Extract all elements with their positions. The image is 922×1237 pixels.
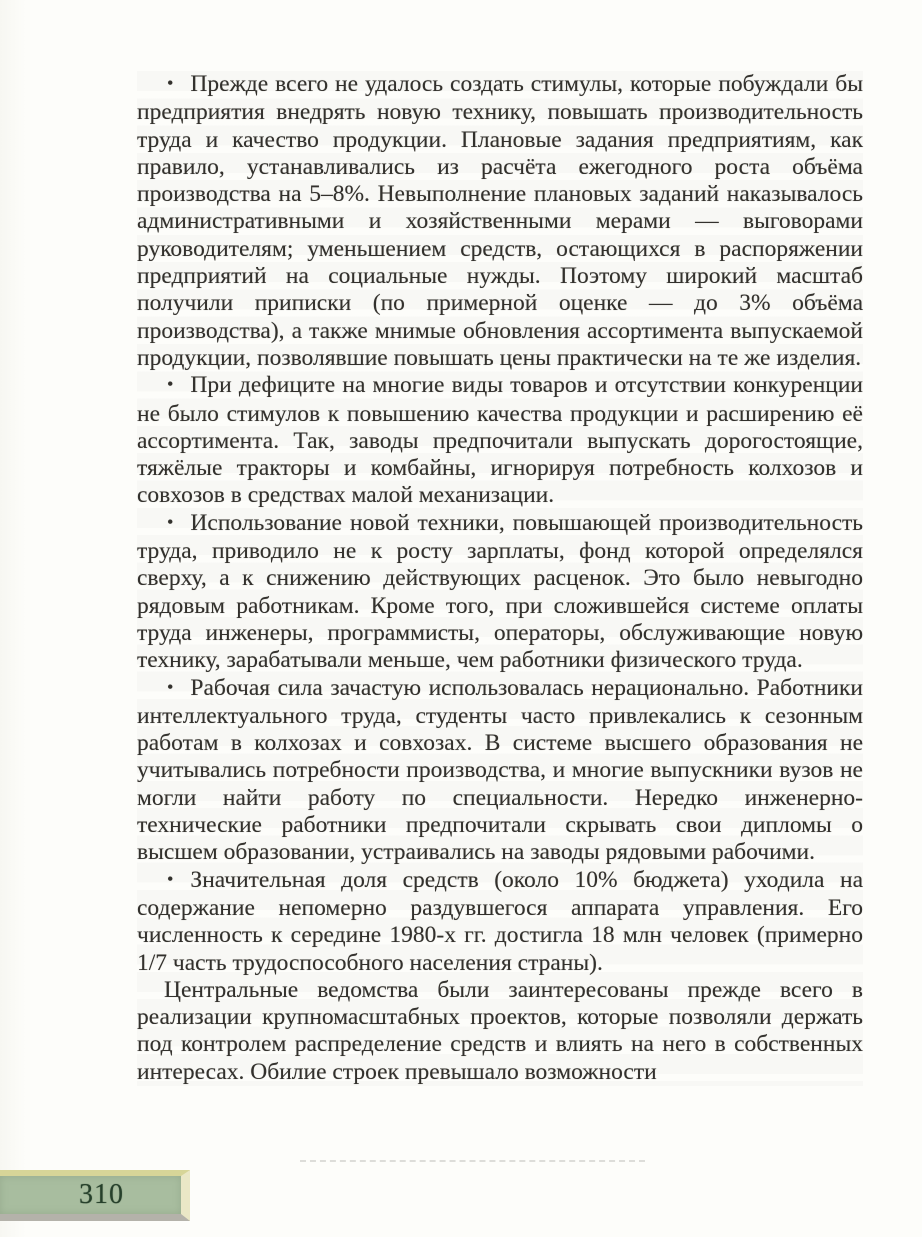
bullet-marker: • (167, 511, 174, 532)
scan-artifact (300, 1160, 645, 1162)
body-paragraph (137, 867, 863, 977)
body-paragraph (137, 71, 863, 372)
bullet-marker: • (167, 868, 174, 889)
body-paragraph (137, 977, 863, 1086)
body-paragraph (137, 372, 863, 509)
paragraph-text: Центральные ведомства были заинтересованы прежде всего в реализации крупномасштабных проектов, которые позволяли держать под контролем распределение средств и влиять на него в собственных интересах. Обилие строек превышало возможности (137, 976, 863, 1085)
bullet-marker: • (167, 73, 174, 93)
body-paragraph (137, 675, 863, 867)
paragraph-text: Значительная доля средств (около 10% бюджета) уходила на содержание непомерно раздувшегося аппарата управления. Его численность к середине 1980-х гг. достигла 18 млн человек (примерно 1/7 часть трудоспособного населения страны). (137, 866, 863, 976)
paragraph-text: Рабочая сила зачастую использовалась нерационально. Работники интеллектуального труда, студенты часто привлекались к сезонным работам в колхозах и совхозах. В системе высшего образования не учитывались потребности производства, и многие выпускники вузов не могли найти работу по специальности. Нередко инженерно-технические работники предпочитали скрывать свои дипломы о высшем образовании, устраивались на заводы рядовыми рабочими. (137, 674, 863, 866)
bullet-marker: • (167, 676, 174, 697)
page-number: 310 (79, 1179, 124, 1210)
body-paragraph (137, 510, 863, 675)
bullet-marker: • (167, 374, 174, 395)
page-number-box (0, 1170, 190, 1221)
paragraph-text: При дефиците на многие виды товаров и отсутствии конкуренции не было стимулов к повышению качества продукции и расширению её ассортимента. Так, заводы предпочитали выпускать дорогостоящие, тяжёлые тракторы и комбайны, игнорируя потребность колхозов и совхозов в средствах малой механизации. (137, 372, 863, 509)
body-text-block (137, 71, 863, 1086)
paragraph-text: Использование новой техники, повышающей производительность труда, приводило не к росту зарплаты, фонд которой определялся сверху, а к снижению действующих расценок. Это было невыгодно рядовым работникам. Кроме того, при сложившейся системе оплаты труда инженеры, программисты, операторы, обслуживающие новую технику, зарабатывали меньше, чем работники физического труда. (137, 509, 863, 674)
paragraph-text: Прежде всего не удалось создать стимулы, которые побуждали бы предприятия внедрять новую технику, повышать производительность труда и качество продукции. Плановые задания предприятиям, как правило, устанавливались из расчёта ежегодного роста объёма производства на 5–8%. Невыполнение плановых заданий наказывалось административными и хозяйственными мерами — выговорами руководителям; уменьшением средств, остающихся в распоряжении предприятий на социальные нужды. Поэтому широкий масштаб получили приписки (по примерной оценке — до 3% объёма производства), а также мнимые обновления ассортимента выпускаемой продукции, позволявшие повышать цены практически на те же изделия. (137, 71, 863, 371)
